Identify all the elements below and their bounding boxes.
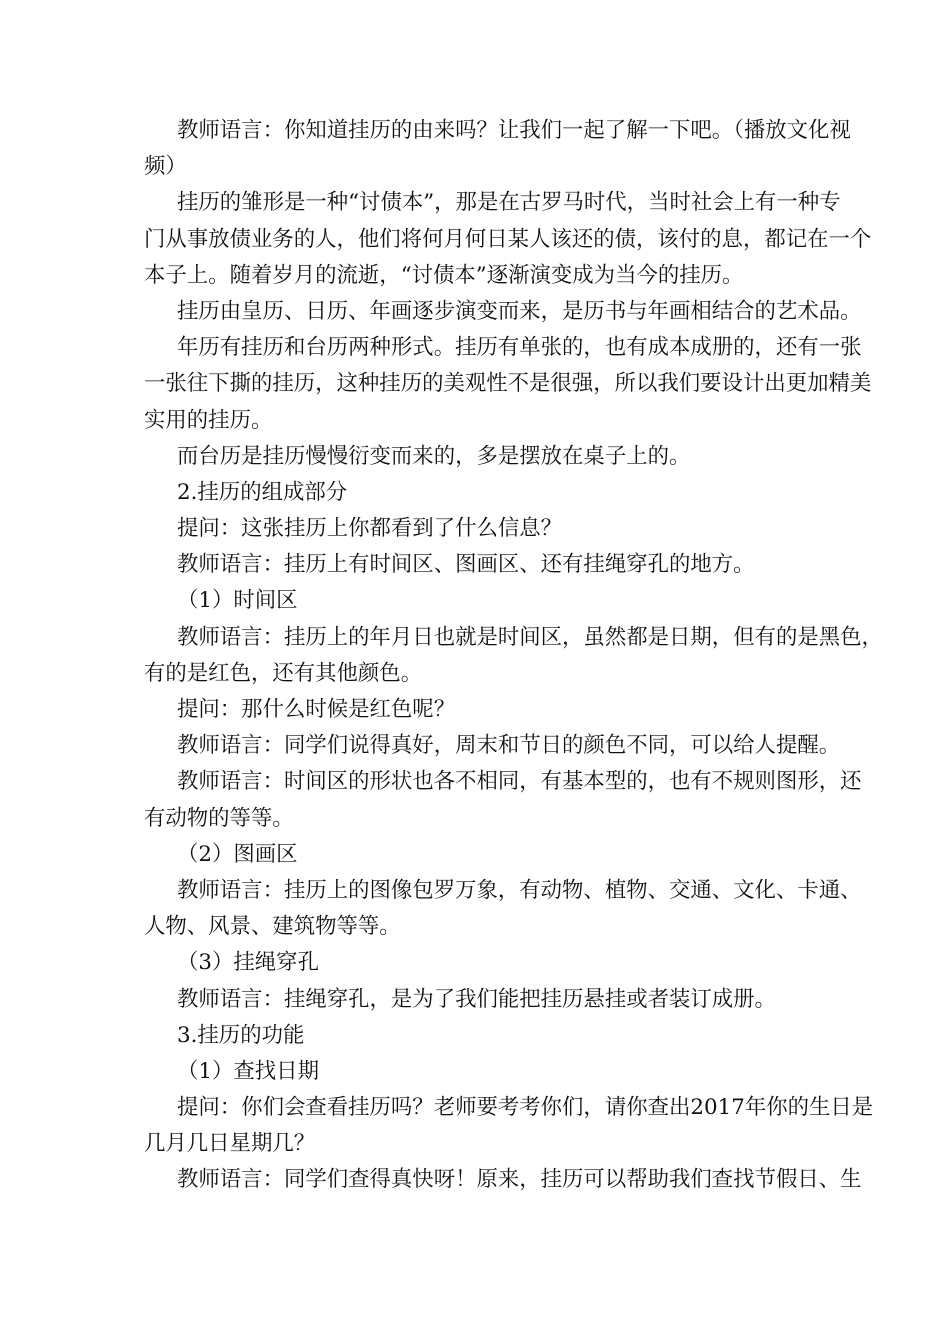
text-line: 提问：这张挂历上你都看到了什么信息？ (177, 516, 563, 542)
paragraph-subheading (144, 583, 796, 619)
text-line: 年历有挂历和台历两种形式。挂历有单张的，也有成本成册的，还有一张 (177, 335, 862, 361)
text-line: 有动物的等等。 (144, 805, 294, 831)
text-line: 人物、风景、建筑物等等。 (144, 914, 401, 940)
document-body (144, 113, 883, 1199)
paragraph-heading (144, 1018, 796, 1054)
text-line: 本子上。随着岁月的流逝，“讨债本”逐渐演变成为当今的挂历。 (144, 262, 744, 288)
text-line: 教师语言：同学们查得真快呀！原来，挂历可以帮助我们查找节假日、生 (177, 1167, 862, 1193)
paragraph-body (144, 439, 796, 475)
paragraph-teacher (144, 873, 862, 945)
paragraph-subheading (144, 945, 796, 981)
paragraph-question (144, 1090, 874, 1162)
paragraph-subheading (144, 837, 796, 873)
paragraph-teacher (144, 1162, 862, 1198)
paragraph-teacher (144, 547, 796, 583)
paragraph-body (144, 294, 862, 330)
text-line: 教师语言：挂绳穿孔，是为了我们能把挂历悬挂或者装订成册。 (177, 986, 776, 1012)
paragraph-teacher (144, 764, 862, 836)
text-line: 教师语言：挂历上的年月日也就是时间区，虽然都是日期，但有的是黑色， (177, 624, 883, 650)
text-line: （1）时间区 (177, 588, 298, 614)
paragraph-question (144, 511, 796, 547)
text-line: 教师语言：同学们说得真好，周末和节日的颜色不同，可以给人提醒。 (177, 733, 841, 759)
paragraph-teacher (144, 620, 883, 692)
text-line: 一张往下撕的挂历，这种挂历的美观性不是很强，所以我们要设计出更加精美 (144, 371, 872, 397)
text-line: 实用的挂历。 (144, 407, 273, 433)
text-line: （3）挂绳穿孔 (177, 950, 319, 976)
paragraph-body (144, 185, 872, 294)
text-line: 而台历是挂历慢慢衍变而来的，多是摆放在桌子上的。 (177, 443, 691, 469)
paragraph-teacher (144, 113, 851, 185)
text-line: 教师语言：挂历上的图像包罗万象，有动物、植物、交通、文化、卡通、 (177, 877, 862, 903)
paragraph-teacher (144, 982, 796, 1018)
text-line: 3.挂历的功能 (177, 1022, 305, 1048)
text-line: （2）图画区 (177, 841, 298, 867)
paragraph-body (144, 330, 872, 439)
paragraph-teacher (144, 728, 841, 764)
text-line: 几月几日星期几？ (144, 1131, 316, 1157)
text-line: 教师语言：你知道挂历的由来吗？让我们一起了解一下吧。（播放文化视 (177, 118, 851, 143)
paragraph-subheading (144, 1054, 796, 1090)
text-line: （1）查找日期 (177, 1058, 319, 1084)
text-line: 频） (144, 154, 187, 180)
paragraph-question (144, 692, 796, 728)
paragraph-heading (144, 475, 796, 511)
text-line: 教师语言：挂历上有时间区、图画区、还有挂绳穿孔的地方。 (177, 552, 755, 578)
text-line: 提问：那什么时候是红色呢？ (177, 697, 456, 722)
text-line: 门从事放债业务的人，他们将何月何日某人该还的债，该付的息，都记在一个 (144, 226, 872, 252)
text-line: 有的是红色，还有其他颜色。 (144, 660, 423, 686)
text-line: 挂历由皇历、日历、年画逐步演变而来，是历书与年画相结合的艺术品。 (177, 298, 862, 324)
text-line: 教师语言：时间区的形状也各不相同，有基本型的，也有不规则图形，还 (177, 769, 862, 795)
text-line: 挂历的雏形是一种“讨债本”，那是在古罗马时代，当时社会上有一种专 (177, 190, 841, 216)
text-line: 提问：你们会查看挂历吗？老师要考考你们，请你查出2017年你的生日是 (177, 1095, 874, 1121)
text-line: 2.挂历的组成部分 (177, 479, 348, 505)
